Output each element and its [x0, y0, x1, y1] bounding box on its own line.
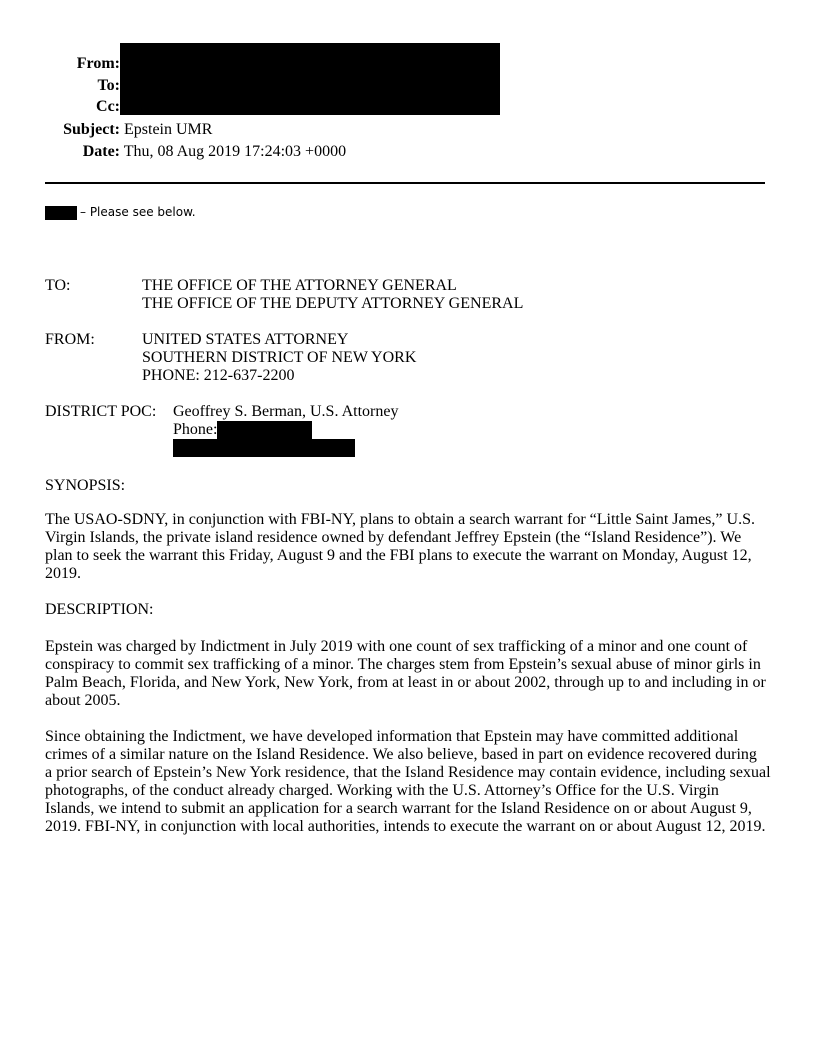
description-heading: DESCRIPTION: [45, 601, 154, 618]
text-line: Since obtaining the Indictment, we have developed information that Epstein may have committed additional [45, 728, 739, 745]
redaction-email [173, 439, 355, 457]
from-label: From: [76, 55, 120, 72]
memo-poc-label: DISTRICT POC: [45, 403, 157, 420]
memo-poc-name: Geoffrey S. Berman, U.S. Attorney [173, 403, 399, 420]
text-line: 2019. [45, 565, 81, 582]
memo-from-label: FROM: [45, 331, 95, 348]
text-line: The USAO-SDNY, in conjunction with FBI-NY, plans to obtain a search warrant for “Little Saint James,” U.S. [45, 511, 755, 528]
memo-from-line: SOUTHERN DISTRICT OF NEW YORK [142, 349, 417, 366]
text-line: about 2005. [45, 692, 121, 709]
header-divider [45, 182, 765, 184]
redaction-name [45, 206, 77, 220]
text-line: plan to seek the warrant this Friday, August 9 and the FBI plans to execute the warrant on Monday, August 12, [45, 547, 752, 564]
synopsis-heading: SYNOPSIS: [45, 477, 126, 494]
description-paragraph-2 [45, 728, 771, 836]
date-value: Thu, 08 Aug 2019 17:24:03 +0000 [123, 143, 347, 160]
cc-label: Cc: [96, 98, 120, 115]
date-row [40, 143, 346, 161]
memo-from-line: UNITED STATES ATTORNEY [142, 331, 349, 348]
subject-value: Epstein UMR [124, 121, 213, 138]
text-line: conspiracy to commit sex trafficking of a minor. The charges stem from Epstein’s sexual abuse of minor girls in [45, 656, 761, 673]
text-line: Islands, we intend to submit an application for a search warrant for the Island Residence on or about August 9, [45, 800, 752, 817]
memo-to-line: THE OFFICE OF THE ATTORNEY GENERAL [142, 277, 457, 294]
text-line: photographs, of the conduct already charged. Working with the U.S. Attorney’s Office for the U.S. Virgin [45, 782, 719, 799]
text-line: 2019. FBI-NY, in conjunction with local authorities, intends to execute the warrant on or about August 12, 2019. [45, 818, 766, 835]
description-paragraph-1 [45, 638, 766, 710]
text-line: a prior search of Epstein’s New York residence, that the Island Residence may contain evidence, including sexual [45, 764, 771, 781]
date-label: Date: [82, 143, 120, 160]
redaction-recipients [120, 43, 500, 115]
to-row [40, 77, 120, 95]
subject-row [40, 121, 212, 139]
memo-to-lines [142, 277, 523, 313]
synopsis-paragraph [45, 511, 755, 583]
memo-to-line: THE OFFICE OF THE DEPUTY ATTORNEY GENERAL [142, 295, 524, 312]
text-line: crimes of a similar nature on the Island Residence. We also believe, based in part on evidence recovered during [45, 746, 757, 763]
text-line: Epstein was charged by Indictment in July 2019 with one count of sex trafficking of a minor and one count of [45, 638, 748, 655]
memo-from-lines [142, 331, 416, 385]
memo-poc-phone-label: Phone: [173, 421, 218, 438]
to-label: To: [97, 77, 120, 94]
text-line: Palm Beach, Florida, and New York, New York, from at least in or about 2002, through up to and including in or [45, 674, 766, 691]
memo-to-label: TO: [45, 277, 71, 294]
redaction-phone [217, 421, 312, 439]
from-row [40, 55, 120, 73]
intro-text: – Please see below. [80, 205, 196, 219]
cc-row [40, 98, 120, 116]
text-line: Virgin Islands, the private island residence owned by defendant Jeffrey Epstein (the “Island Residence”). We [45, 529, 742, 546]
memo-from-line: PHONE: 212-637-2200 [142, 367, 295, 384]
subject-label: Subject: [63, 121, 120, 138]
